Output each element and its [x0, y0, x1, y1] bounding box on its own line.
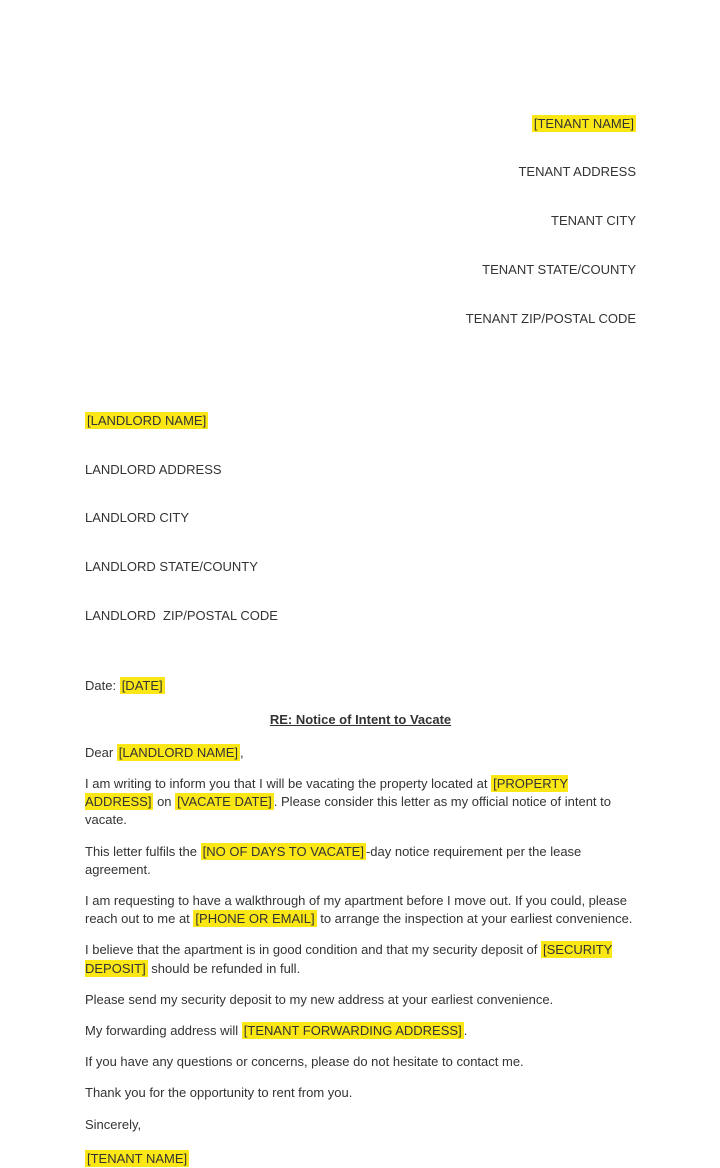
- date-label: Date:: [85, 677, 120, 693]
- date-line: [85, 677, 636, 695]
- text-run: to arrange the inspection at your earliest convenience.: [316, 911, 633, 927]
- tenant-zip-line: TENANT ZIP/POSTAL CODE: [465, 310, 636, 326]
- placeholder-landlord-name-salutation: [LANDLORD NAME]: [118, 744, 238, 760]
- text-run: Thank you for the opportunity to rent from you.: [85, 1085, 353, 1101]
- placeholder-forwarding-address: [TENANT FORWARDING ADDRESS]: [243, 1022, 462, 1038]
- paragraph-security-deposit: [85, 941, 636, 977]
- landlord-address-block: [85, 380, 636, 656]
- placeholder-date: [DATE]: [121, 677, 163, 693]
- text-run: I am writing to inform you that I will be vacating the property located at: [85, 776, 492, 792]
- closing-line: Sincerely,: [85, 1116, 142, 1132]
- text-run: If you have any questions or concerns, please do not hesitate to contact me.: [85, 1054, 524, 1070]
- text-run: This letter fulfils the: [85, 843, 201, 859]
- landlord-city-line: LANDLORD CITY: [85, 510, 190, 526]
- salutation-suffix: ,: [240, 744, 244, 760]
- paragraph-questions: [85, 1053, 636, 1071]
- tenant-address-line: TENANT ADDRESS: [518, 164, 636, 180]
- salutation-prefix: Dear: [85, 744, 117, 760]
- text-run: . Please consider this letter as my official notice of intent to vacate.: [85, 794, 611, 828]
- landlord-name-line: [85, 413, 636, 429]
- text-run: I am requesting to have a walkthrough of my apartment before I move out. If you could, please reach out to me at: [85, 893, 627, 927]
- landlord-zip-line: LANDLORD ZIP/POSTAL CODE: [85, 607, 278, 623]
- tenant-state-line: TENANT STATE/COUNTY: [482, 261, 636, 277]
- placeholder-phone-or-email: [PHONE OR EMAIL]: [195, 911, 315, 927]
- text-run: should be refunded in full.: [147, 960, 301, 976]
- placeholder-security-deposit: [SECURITY DEPOSIT]: [85, 942, 613, 976]
- tenant-name-line: [85, 116, 636, 132]
- subject-line: RE: Notice of Intent to Vacate: [269, 711, 452, 727]
- text-run: .: [463, 1022, 468, 1038]
- text-run: I believe that the apartment is in good condition and that my security deposit of: [85, 942, 541, 958]
- landlord-state-line: LANDLORD STATE/COUNTY: [85, 559, 258, 574]
- paragraph-notice-period: [85, 843, 636, 879]
- text-run: -day notice requirement per the lease agreement.: [85, 843, 582, 877]
- signature-line: [85, 1150, 636, 1168]
- paragraph-send-deposit: [85, 991, 636, 1009]
- paragraph-walkthrough-request: [85, 892, 636, 928]
- landlord-address-line: LANDLORD ADDRESS: [85, 461, 222, 477]
- tenant-city-line: TENANT CITY: [551, 213, 636, 228]
- placeholder-tenant-name-signature: [TENANT NAME]: [87, 1150, 188, 1166]
- paragraph-thanks: [85, 1084, 636, 1102]
- text-run: on: [153, 794, 176, 810]
- salutation-line: [85, 744, 636, 762]
- tenant-address-block: [85, 83, 636, 359]
- text-run: My forwarding address will: [85, 1022, 242, 1038]
- paragraph-forwarding-address: [85, 1022, 636, 1040]
- placeholder-days-to-vacate: [NO OF DAYS TO VACATE]: [202, 843, 364, 859]
- placeholder-property-address: [PROPERTY ADDRESS]: [85, 776, 568, 810]
- placeholder-vacate-date: [VACATE DATE]: [177, 794, 272, 810]
- placeholder-landlord-name: [LANDLORD NAME]: [87, 412, 207, 428]
- text-run: Please send my security deposit to my new address at your earliest convenience.: [85, 991, 554, 1007]
- paragraph-vacating-notice: [85, 775, 636, 830]
- placeholder-tenant-name: [TENANT NAME]: [533, 115, 634, 131]
